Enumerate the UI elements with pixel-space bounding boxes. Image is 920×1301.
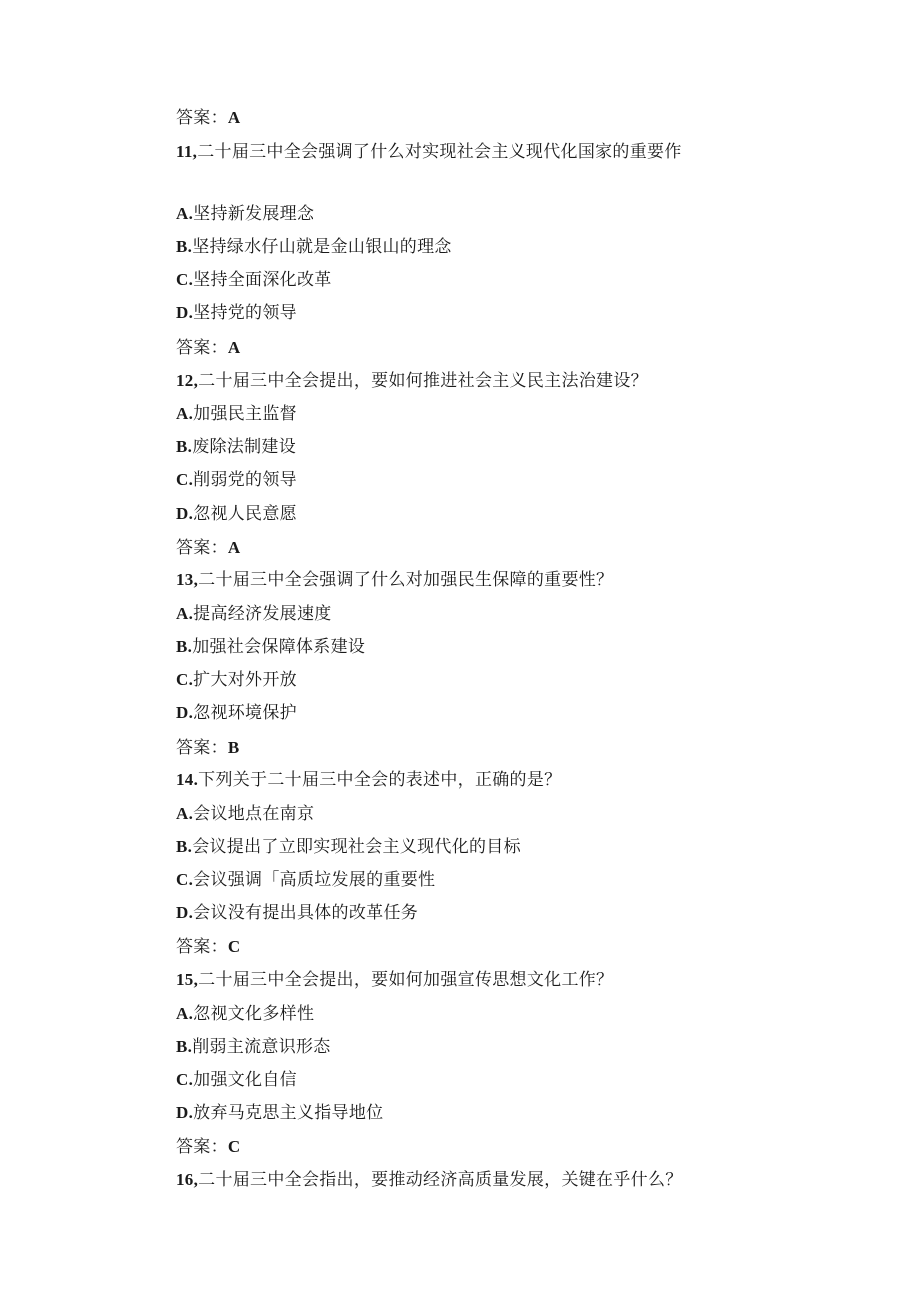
question-line	[176, 569, 613, 591]
option-line	[176, 669, 297, 691]
answer-value: A	[227, 108, 241, 127]
answer-prefix: 答案：	[176, 108, 228, 128]
answer-prefix: 答案：	[176, 738, 228, 758]
question-line	[176, 1169, 683, 1191]
option-key: C.	[176, 670, 194, 689]
option-key: D.	[176, 1103, 194, 1122]
option-line	[176, 603, 332, 625]
option-key: C.	[176, 270, 194, 289]
option-line	[176, 902, 418, 924]
question-text: 二十届三中全会指出，要推动经济高质量发展，关键在乎什么？	[198, 1170, 683, 1190]
question-text: 二十届三中全会强调了什么对实现社会主义现代化国家的重要作	[197, 142, 682, 162]
option-key: A.	[176, 204, 194, 223]
answer-line	[176, 1136, 240, 1158]
answer-prefix: 答案：	[176, 338, 228, 358]
option-text: 忽视人民意愿	[193, 504, 297, 524]
option-text: 会议强调「高质垃发展的重要性	[193, 870, 436, 890]
option-line	[176, 803, 314, 825]
option-key: D.	[176, 303, 194, 322]
option-key: B.	[176, 637, 193, 656]
answer-line	[176, 107, 240, 129]
question-line	[176, 769, 561, 791]
answer-prefix: 答案：	[176, 538, 228, 558]
option-line	[176, 702, 297, 724]
option-text: 坚持绿水仔山就是金山银山的理念	[192, 237, 452, 257]
option-key: B.	[176, 437, 193, 456]
question-number: 14.	[176, 770, 199, 789]
option-text: 加强社会保障体系建设	[192, 637, 366, 657]
question-number: 11,	[176, 142, 198, 161]
option-text: 忽视文化多样性	[193, 1004, 315, 1024]
option-key: B.	[176, 837, 193, 856]
option-line	[176, 203, 314, 225]
answer-value: A	[227, 338, 241, 357]
answer-value: C	[227, 937, 241, 956]
question-number: 15,	[176, 970, 199, 989]
option-text: 加强文化自信	[193, 1070, 297, 1090]
option-line	[176, 1102, 383, 1124]
option-key: D.	[176, 903, 194, 922]
option-text: 提高经济发展速度	[193, 604, 332, 624]
option-text: 会议提出了立即实现社会主义现代化的目标	[192, 837, 521, 857]
question-text: 二十届三中全会提出，要如何推进社会主义民主法治建设？	[198, 371, 648, 391]
option-line	[176, 1036, 331, 1058]
option-line	[176, 469, 297, 491]
option-line	[176, 269, 332, 291]
option-line	[176, 236, 452, 258]
option-line	[176, 1003, 314, 1025]
option-text: 坚持全面深化改革	[193, 270, 332, 290]
option-text: 坚持新发展理念	[193, 204, 315, 224]
option-line	[176, 503, 297, 525]
answer-prefix: 答案：	[176, 1137, 228, 1157]
option-text: 会议没有提出具体的改革任务	[193, 903, 419, 923]
option-key: A.	[176, 804, 194, 823]
answer-prefix: 答案：	[176, 937, 228, 957]
answer-line	[176, 737, 240, 759]
question-number: 13,	[176, 570, 199, 589]
answer-value: B	[227, 738, 240, 757]
answer-value: C	[227, 1137, 241, 1156]
option-line	[176, 869, 435, 891]
option-text: 忽视环境保护	[193, 703, 297, 723]
answer-value: A	[227, 538, 241, 557]
question-line	[176, 141, 682, 163]
option-line	[176, 403, 297, 425]
option-key: D.	[176, 504, 194, 523]
option-key: A.	[176, 604, 194, 623]
question-text: 二十届三中全会提出，要如何加强宣传思想文化工作？	[198, 970, 614, 990]
question-number: 16,	[176, 1170, 199, 1189]
option-key: D.	[176, 703, 194, 722]
option-text: 会议地点在南京	[193, 804, 315, 824]
option-text: 扩大对外开放	[193, 670, 297, 690]
option-line	[176, 302, 297, 324]
option-key: B.	[176, 1037, 193, 1056]
option-line	[176, 636, 365, 658]
option-line	[176, 836, 521, 858]
option-key: C.	[176, 470, 194, 489]
option-key: A.	[176, 404, 194, 423]
option-text: 坚持党的领导	[193, 303, 297, 323]
answer-line	[176, 537, 240, 559]
answer-line	[176, 936, 240, 958]
option-key: C.	[176, 870, 194, 889]
question-text: 下列关于二十届三中全会的表述中，正确的是？	[198, 770, 562, 790]
option-text: 削弱主流意识形态	[192, 1037, 331, 1057]
option-line	[176, 1069, 297, 1091]
option-line	[176, 436, 296, 458]
option-text: 废除法制建设	[192, 437, 297, 457]
question-number: 12,	[176, 371, 199, 390]
option-key: A.	[176, 1004, 194, 1023]
option-text: 削弱党的领导	[193, 470, 297, 490]
option-key: B.	[176, 237, 193, 256]
option-text: 加强民主监督	[193, 404, 297, 424]
question-line	[176, 969, 613, 991]
option-key: C.	[176, 1070, 194, 1089]
option-text: 放弃马克思主义指导地位	[193, 1103, 384, 1123]
question-text: 二十届三中全会强调了什么对加强民生保障的重要性？	[198, 570, 614, 590]
answer-line	[176, 337, 240, 359]
question-line	[176, 370, 648, 392]
